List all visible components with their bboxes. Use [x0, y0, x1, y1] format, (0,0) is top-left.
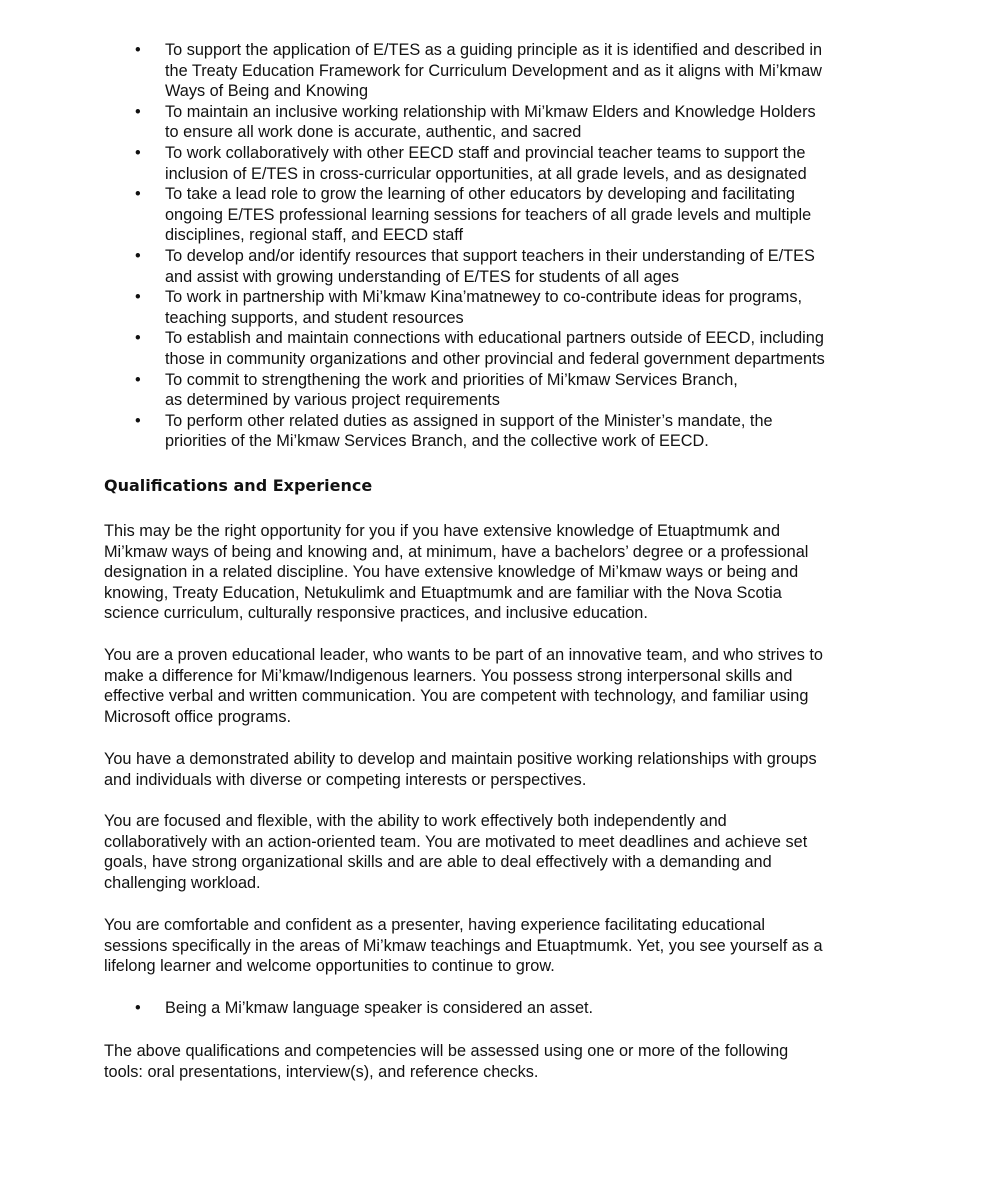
bullet-icon: •: [135, 41, 141, 59]
bullet-icon: •: [135, 288, 141, 307]
section-heading: Qualifications and Experience: [104, 476, 373, 495]
paragraph: You are focused and flexible, with the ability to work effectively both independently and collaboratively with an action-oriented team. You are motivated to meet deadlines and achieve set goals, have strong organizational skills and are able to deal effectively with a demanding and challenging workload.: [104, 812, 808, 892]
list-item: [104, 411, 904, 452]
bullet-icon: •: [135, 185, 141, 204]
list-item-text: To commit to strengthening the work and priorities of Mi’kmaw Services Branch, as determined by various project requirements: [165, 370, 738, 410]
list-item-text: To take a lead role to grow the learning of other educators by developing and facilitating ongoing E/TES professional learning sessions for teachers of all grade levels and multiple disciplines, regional staff, and EECD staff: [165, 185, 812, 245]
list-item: [104, 40, 904, 102]
list-item: [104, 143, 904, 184]
list-item-text: To work collaboratively with other EECD staff and provincial teacher teams to support the inclusion of E/TES in cross-curricular opportunities, at all grade levels, and as designated: [165, 143, 807, 183]
asset-list: [104, 998, 904, 1019]
list-item: [104, 998, 904, 1019]
list-item-text: To develop and/or identify resources that support teachers in their understanding of E/TES and assist with growing understanding of E/TES for students of all ages: [165, 246, 815, 286]
list-item-text: To perform other related duties as assigned in support of the Minister’s mandate, the priorities of the Mi’kmaw Services Branch, and the collective work of EECD.: [165, 411, 773, 451]
bullet-icon: •: [135, 411, 141, 430]
bullet-icon: •: [135, 102, 141, 121]
paragraph: You have a demonstrated ability to develop and maintain positive working relationships with groups and individuals with diverse or competing interests or perspectives.: [104, 750, 817, 789]
list-item: [104, 328, 904, 369]
list-item-text: Being a Mi’kmaw language speaker is considered an asset.: [165, 999, 594, 1017]
bullet-icon: •: [135, 370, 141, 389]
list-item-text: To maintain an inclusive working relationship with Mi’kmaw Elders and Knowledge Holders to ensure all work done is accurate, authentic, and sacred: [165, 102, 816, 142]
responsibilities-list: [104, 40, 904, 452]
paragraph: This may be the right opportunity for you if you have extensive knowledge of Etuaptmumk and Mi’kmaw ways of being and knowing and, at minimum, have a bachelors’ degree or a professional designation in a related discipline. You have extensive knowledge of Mi’kmaw ways or being and knowing, Treaty Education, Netukulimk and Etuaptmumk and are familiar with the Nova Scotia science curriculum, culturally responsive practices, and inclusive education.: [104, 522, 809, 623]
list-item: [104, 370, 904, 411]
bullet-icon: •: [135, 329, 141, 348]
list-item: [104, 246, 904, 287]
paragraph: You are a proven educational leader, who wants to be part of an innovative team, and who strives to make a difference for Mi’kmaw/Indigenous learners. You possess strong interpersonal skills and effective verbal and written communication. You are competent with technology, and familiar using Microsoft office programs.: [104, 646, 823, 726]
list-item: [104, 287, 904, 328]
closing-paragraph: The above qualifications and competencies will be assessed using one or more of the following tools: oral presentations, interview(s), and reference checks.: [104, 1042, 789, 1081]
bullet-icon: •: [135, 246, 141, 265]
list-item-text: To support the application of E/TES as a guiding principle as it is identified and described in the Treaty Education Framework for Curriculum Development and as it aligns with Mi’kmaw Ways of Being and Knowing: [165, 41, 823, 101]
list-item-text: To work in partnership with Mi’kmaw Kina’matnewey to co-contribute ideas for programs, teaching supports, and student resources: [165, 288, 803, 327]
paragraph: You are comfortable and confident as a presenter, having experience facilitating educational sessions specifically in the areas of Mi’kmaw teachings and Etuaptmumk. Yet, you see yourself as a lifelong learner and welcome opportunities to continue to grow.: [104, 916, 823, 976]
bullet-icon: •: [135, 143, 141, 162]
list-item: [104, 102, 904, 143]
list-item: [104, 184, 904, 246]
list-item-text: To establish and maintain connections with educational partners outside of EECD, including those in community organizations and other provincial and federal government departments: [165, 329, 825, 368]
bullet-icon: •: [135, 999, 141, 1017]
